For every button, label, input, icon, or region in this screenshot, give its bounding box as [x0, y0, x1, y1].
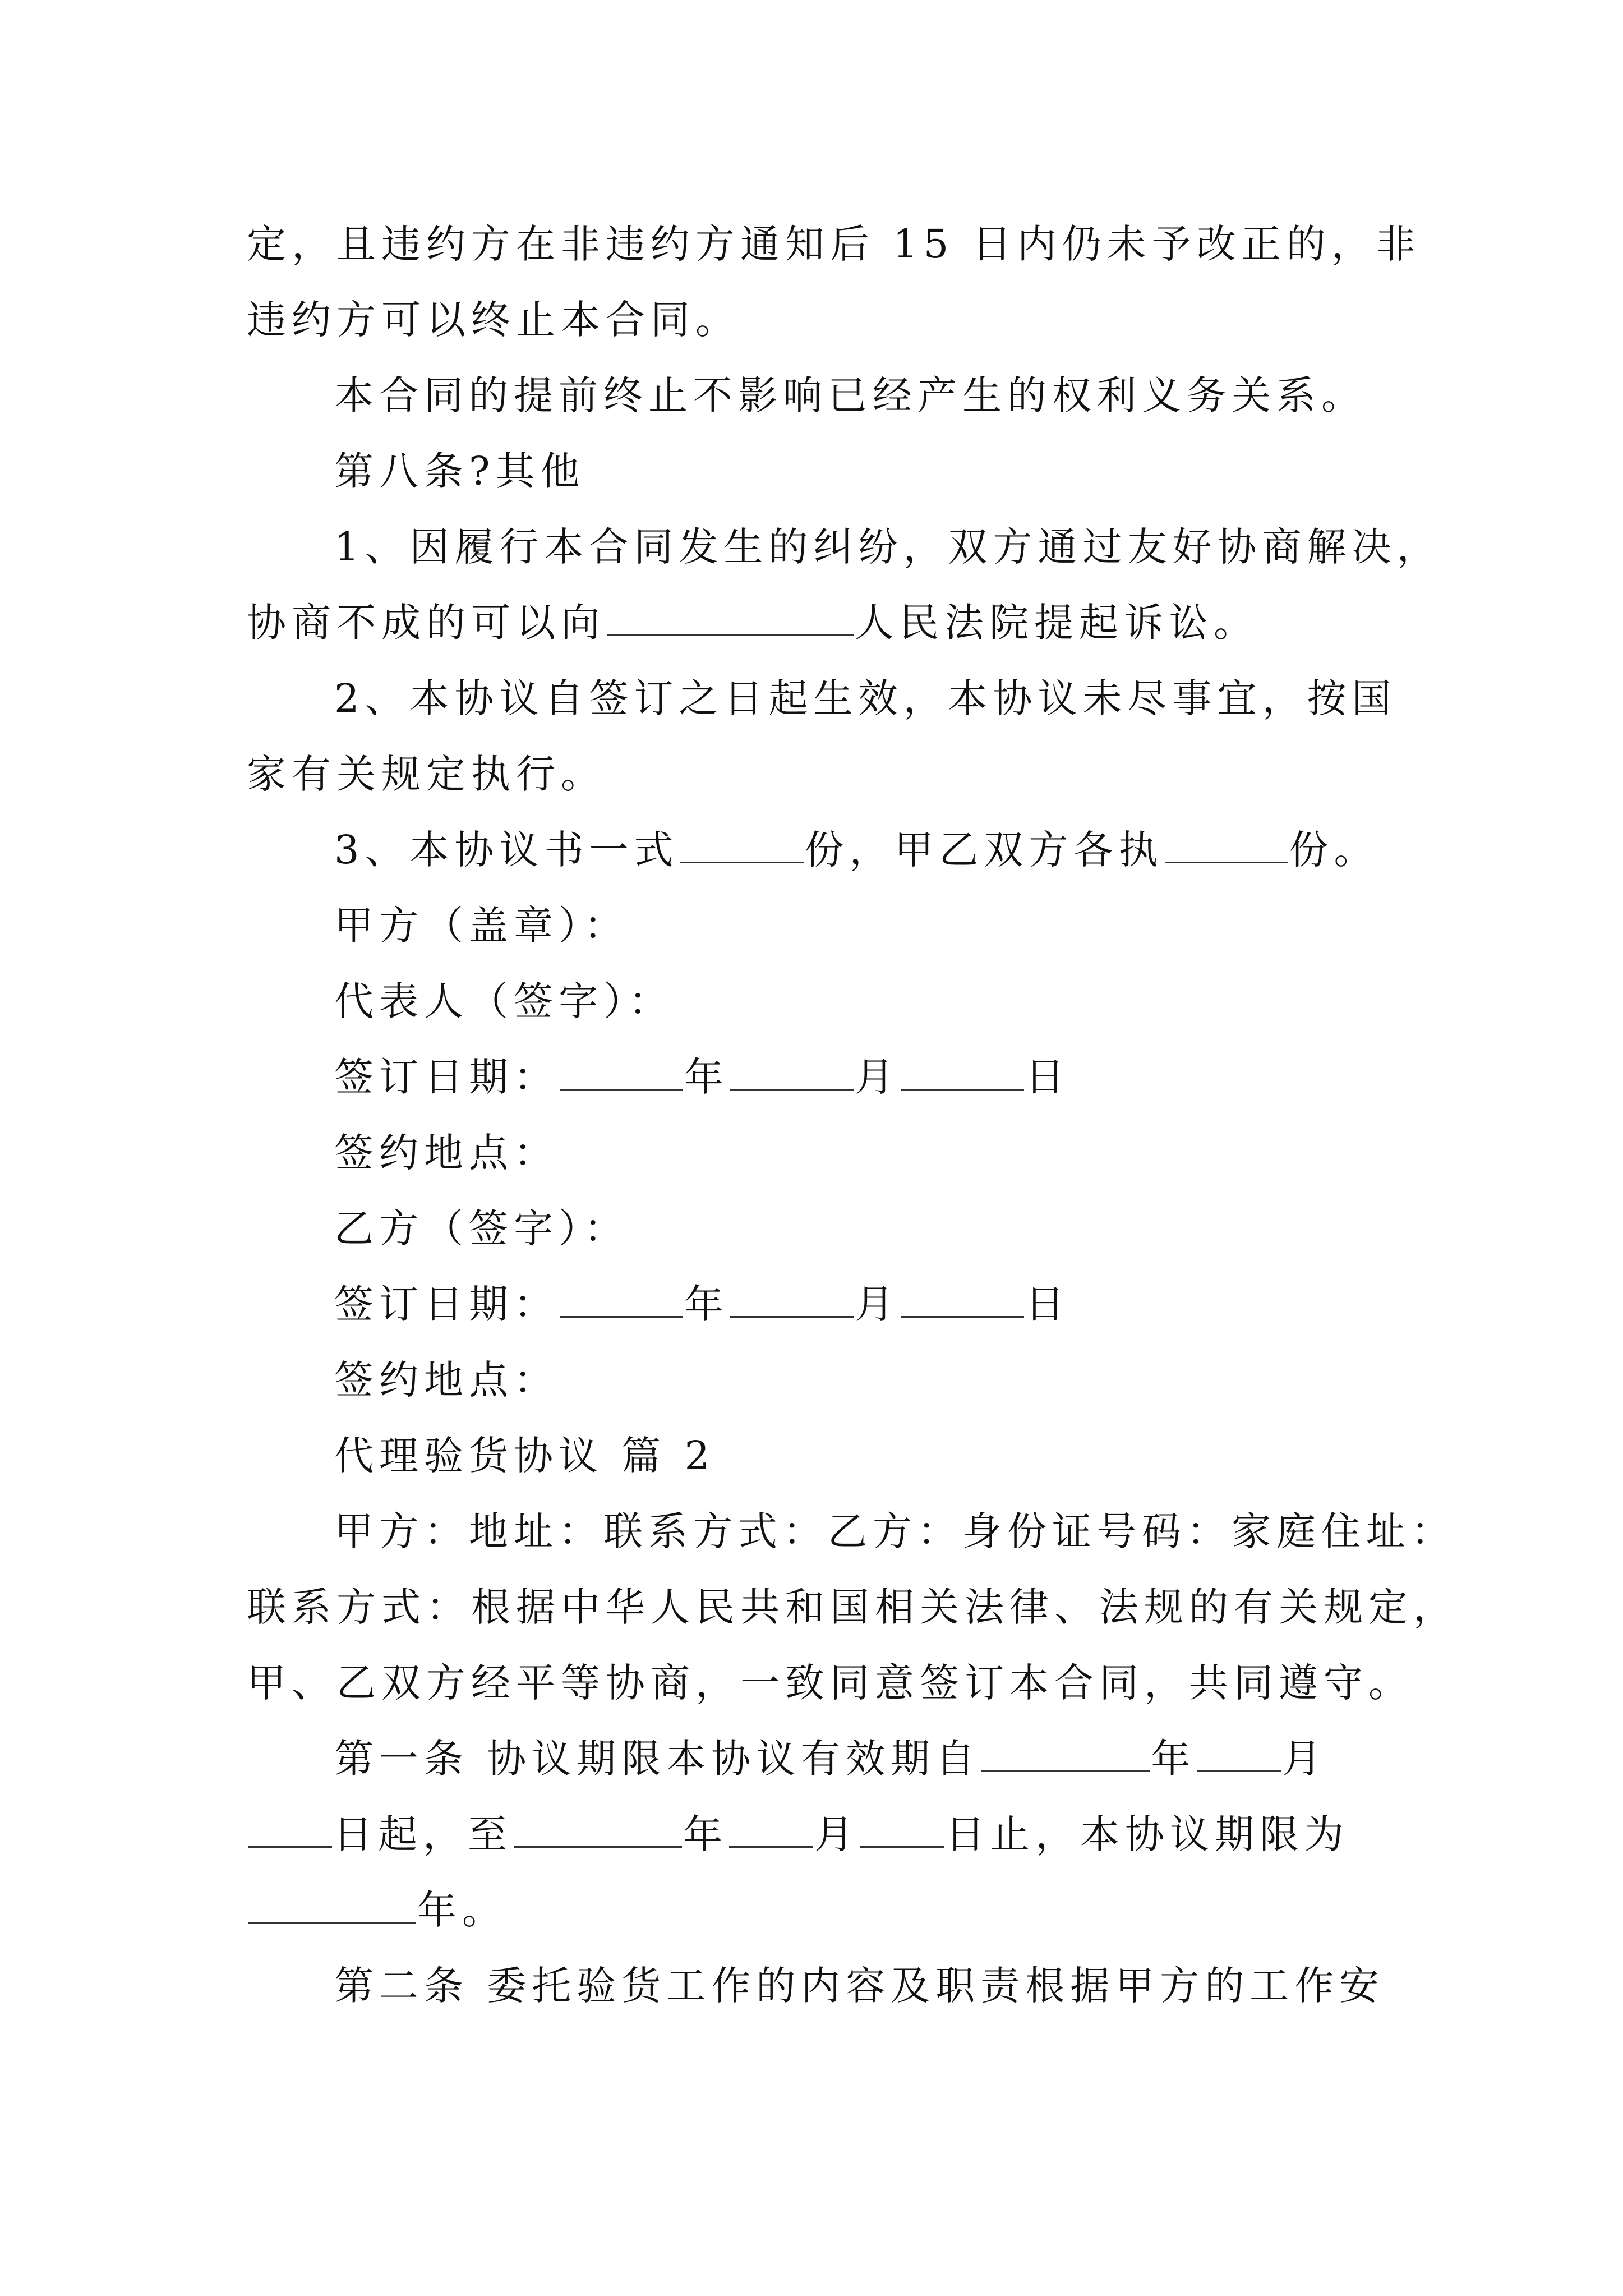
- text-segment: 第八条?其他: [334, 448, 585, 494]
- representative-line: [334, 973, 674, 1029]
- text-segment: 月: [1282, 1736, 1327, 1782]
- text-segment: 年: [684, 1281, 729, 1327]
- text-segment: 签订日期：: [334, 1054, 559, 1100]
- text-segment: 年: [1151, 1736, 1196, 1782]
- text-line: [334, 822, 1379, 878]
- text-segment: 代表人（签字）：: [334, 978, 674, 1024]
- text-segment: 日: [1025, 1054, 1070, 1100]
- text-line: [247, 292, 740, 348]
- article-heading: [334, 443, 585, 499]
- text-segment: 人民法院提起诉讼。: [855, 600, 1258, 646]
- text-segment: 代理验货协议 篇 2: [334, 1433, 716, 1479]
- text-line: [334, 367, 1366, 424]
- start-day-blank[interactable]: [248, 1809, 332, 1848]
- end-day-blank[interactable]: [860, 1809, 944, 1848]
- text-segment: 联系方式：根据中华人民共和国相关法律、法规的有关规定，: [247, 1584, 1458, 1630]
- text-segment: 协商不成的可以向: [247, 600, 606, 646]
- court-blank[interactable]: [607, 597, 854, 636]
- party-b-sign-line: [334, 1200, 629, 1257]
- text-line: [334, 519, 1442, 575]
- text-segment: 签约地点：: [334, 1357, 559, 1403]
- text-segment: 甲方：地址：联系方式：乙方：身份证号码：家庭住址：: [334, 1508, 1456, 1554]
- text-line: [247, 595, 1258, 651]
- sign-place-line: [334, 1125, 559, 1181]
- text-segment: 年: [683, 1811, 728, 1857]
- text-segment: 月: [855, 1054, 900, 1100]
- text-line: [247, 1655, 1413, 1711]
- text-segment: 年。: [417, 1887, 507, 1933]
- text-line: [247, 1806, 1349, 1862]
- term-years-blank[interactable]: [248, 1885, 416, 1924]
- text-segment: 家有关规定执行。: [247, 751, 606, 797]
- day-blank[interactable]: [901, 1279, 1024, 1318]
- text-line: [247, 1579, 1458, 1635]
- text-segment: 签约地点：: [334, 1130, 559, 1176]
- sign-place-line: [334, 1352, 559, 1408]
- text-segment: 1、因履行本合同发生的纠纷，双方通过友好协商解决，: [334, 524, 1442, 570]
- text-segment: 日: [1025, 1281, 1070, 1327]
- text-segment: 份。: [1289, 827, 1379, 873]
- day-blank[interactable]: [901, 1052, 1024, 1091]
- text-segment: 2、本协议自签订之日起生效，本协议未尽事宜，按国: [334, 675, 1397, 721]
- text-segment: 甲、乙双方经平等协商，一致同意签订本合同，共同遵守。: [247, 1660, 1413, 1706]
- text-segment: 份，甲乙双方各执: [804, 827, 1164, 873]
- text-segment: 月: [814, 1811, 859, 1857]
- month-blank[interactable]: [730, 1052, 854, 1091]
- text-segment: 本合同的提前终止不影响已经产生的权利义务关系。: [334, 372, 1366, 418]
- text-line: [334, 1958, 1384, 2014]
- text-line: [334, 1503, 1456, 1559]
- start-year-blank[interactable]: [981, 1733, 1150, 1772]
- text-segment: 第二条 委托验货工作的内容及职责根据甲方的工作安: [334, 1963, 1385, 2009]
- text-segment: 甲方（盖章）：: [334, 903, 629, 949]
- end-month-blank[interactable]: [729, 1809, 813, 1848]
- sign-date-line: [334, 1276, 1070, 1332]
- text-line: [247, 1882, 507, 1938]
- month-blank[interactable]: [730, 1279, 854, 1318]
- text-line: [334, 1731, 1327, 1787]
- sign-date-line: [334, 1049, 1070, 1105]
- text-segment: 3、本协议书一式: [334, 827, 679, 873]
- text-segment: 第一条 协议期限本协议有效期自: [334, 1736, 981, 1782]
- text-segment: 签订日期：: [334, 1281, 559, 1327]
- text-segment: 日止，本协议期限为: [946, 1811, 1349, 1857]
- text-line: [334, 670, 1397, 726]
- text-line: [247, 216, 1421, 272]
- text-segment: 日起，至: [333, 1811, 513, 1857]
- copies-total-blank[interactable]: [680, 825, 804, 863]
- text-segment: 定，且违约方在非违约方通知后 15 日内仍未予改正的，非: [247, 221, 1421, 267]
- text-segment: 乙方（签字）：: [334, 1205, 629, 1251]
- end-year-blank[interactable]: [514, 1809, 682, 1848]
- text-segment: 违约方可以终止本合同。: [247, 297, 740, 343]
- year-blank[interactable]: [560, 1052, 683, 1091]
- section-title: [334, 1428, 715, 1484]
- year-blank[interactable]: [560, 1279, 683, 1318]
- text-segment: 月: [855, 1281, 900, 1327]
- text-segment: 年: [684, 1054, 729, 1100]
- copies-each-blank[interactable]: [1165, 825, 1288, 863]
- start-month-blank[interactable]: [1197, 1733, 1281, 1772]
- text-line: [247, 746, 606, 802]
- party-a-seal-line: [334, 898, 629, 954]
